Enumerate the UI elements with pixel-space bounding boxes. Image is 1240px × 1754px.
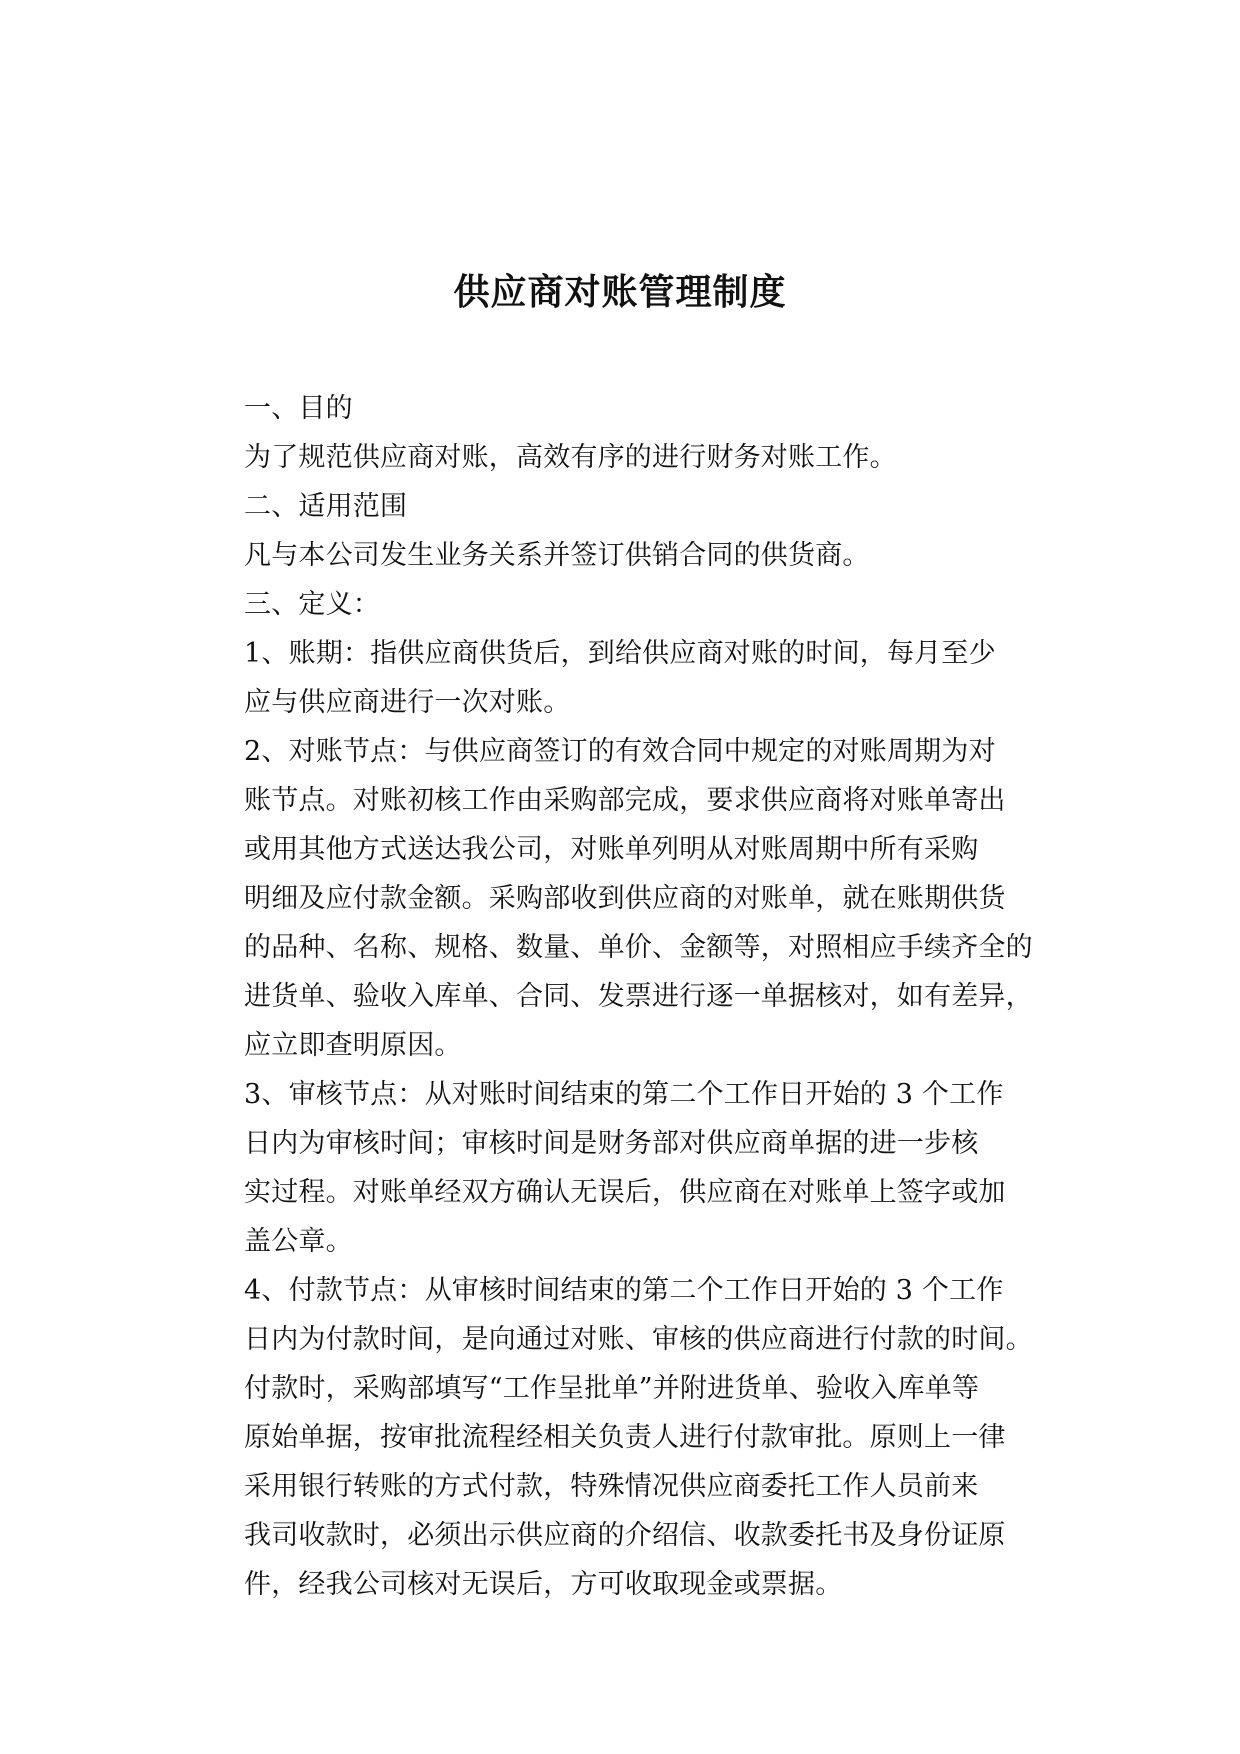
paragraph-line: 明细及应付款金额。采购部收到供应商的对账单，就在账期供货 [244,883,1006,914]
paragraph-line: 2、对账节点：与供应商签订的有效合同中规定的对账周期为对 [244,736,996,767]
paragraph-line: 为了规范供应商对账，高效有序的进行财务对账工作。 [244,442,897,473]
paragraph-line: 日内为审核时间；审核时间是财务部对供应商单据的进一步核 [244,1128,979,1159]
paragraph-line: 日内为付款时间，是向通过对账、审核的供应商进行付款的时间。 [244,1324,1033,1355]
paragraph-line: 3、审核节点：从对账时间结束的第二个工作日开始的 3 个工作 [244,1079,1004,1110]
paragraph-line: 的品种、名称、规格、数量、单价、金额等，对照相应手续齐全的 [244,932,1033,963]
paragraph-line: 凡与本公司发生业务关系并签订供销合同的供货商。 [244,540,870,571]
paragraph-line: 账节点。对账初核工作由采购部完成，要求供应商将对账单寄出 [244,785,1006,816]
section-heading-purpose: 一、目的 [244,393,353,424]
paragraph-line: 或用其他方式送达我公司，对账单列明从对账周期中所有采购 [244,834,979,865]
paragraph-line: 件，经我公司核对无误后，方可收取现金或票据。 [244,1569,843,1600]
section-heading-definitions: 三、定义： [244,589,380,620]
paragraph-line: 我司收款时，必须出示供应商的介绍信、收款委托书及身份证原 [244,1520,1006,1551]
paragraph-line: 实过程。对账单经双方确认无误后，供应商在对账单上签字或加 [244,1177,1006,1208]
document-title: 供应商对账管理制度 [453,271,787,313]
paragraph-line: 原始单据，按审批流程经相关负责人进行付款审批。原则上一律 [244,1422,1006,1453]
paragraph-line: 采用银行转账的方式付款，特殊情况供应商委托工作人员前来 [244,1471,979,1502]
paragraph-line: 应与供应商进行一次对账。 [244,687,571,718]
paragraph-line: 盖公章。 [244,1226,353,1257]
paragraph-line: 进货单、验收入库单、合同、发票进行逐一单据核对，如有差异， [244,981,1033,1012]
document-body [244,384,1094,1609]
paragraph-line: 4、付款节点：从审核时间结束的第二个工作日开始的 3 个工作 [244,1275,1004,1306]
paragraph-line: 1、账期：指供应商供货后，到给供应商对账的时间，每月至少 [244,638,996,669]
paragraph-line: 付款时，采购部填写“工作呈批单”并附进货单、验收入库单等 [244,1373,980,1404]
paragraph-line: 应立即查明原因。 [244,1030,462,1061]
section-heading-scope: 二、适用范围 [244,491,408,522]
